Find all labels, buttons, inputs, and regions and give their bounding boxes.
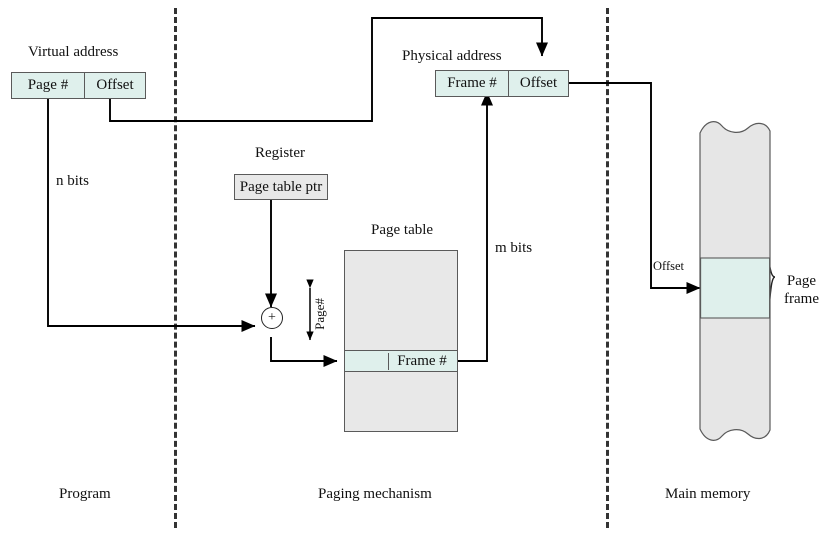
m-bits-text: bits (506, 240, 533, 256)
virtual-address-offset-field (84, 72, 146, 99)
page-table-frame-label: Frame # (388, 353, 455, 370)
virtual-address-caption: Virtual address (28, 44, 119, 60)
section-label-main-memory: Main memory (665, 486, 751, 502)
page-table-caption: Page table (371, 222, 434, 238)
n-bits-italic: n (56, 173, 64, 189)
memory-offset-label: Offset (653, 259, 685, 273)
virtual-address-page-field (11, 72, 85, 99)
m-bits-italic: m (495, 240, 507, 256)
page-index-label: Page# (311, 298, 327, 330)
n-bits-annotation (56, 173, 89, 190)
physical-address-offset-label: Offset (519, 75, 558, 91)
page-table-ptr-box (234, 174, 328, 200)
page-frame-label (784, 272, 819, 308)
register-caption: Register (255, 145, 305, 161)
virtual-address-offset-label: Offset (96, 77, 134, 93)
physical-address-offset-field (508, 70, 569, 97)
section-label-program: Program (59, 486, 111, 502)
page-table-ptr-label: Page table ptr (239, 178, 323, 195)
n-bits-text: bits (63, 173, 89, 189)
page-table-body (344, 250, 458, 432)
page-frame-label-line2: frame (784, 291, 819, 307)
virtual-address-page-label: Page # (27, 77, 69, 93)
adder-node (261, 307, 283, 329)
page-table-entry-row (344, 350, 458, 372)
m-bits-annotation (495, 240, 532, 257)
physical-address-caption: Physical address (402, 48, 502, 64)
section-label-paging-mechanism: Paging mechanism (318, 486, 432, 502)
adder-symbol: + (268, 310, 276, 325)
physical-address-frame-field (435, 70, 509, 97)
physical-address-frame-label: Frame # (447, 75, 497, 91)
page-frame-label-line1: Page (786, 273, 817, 289)
